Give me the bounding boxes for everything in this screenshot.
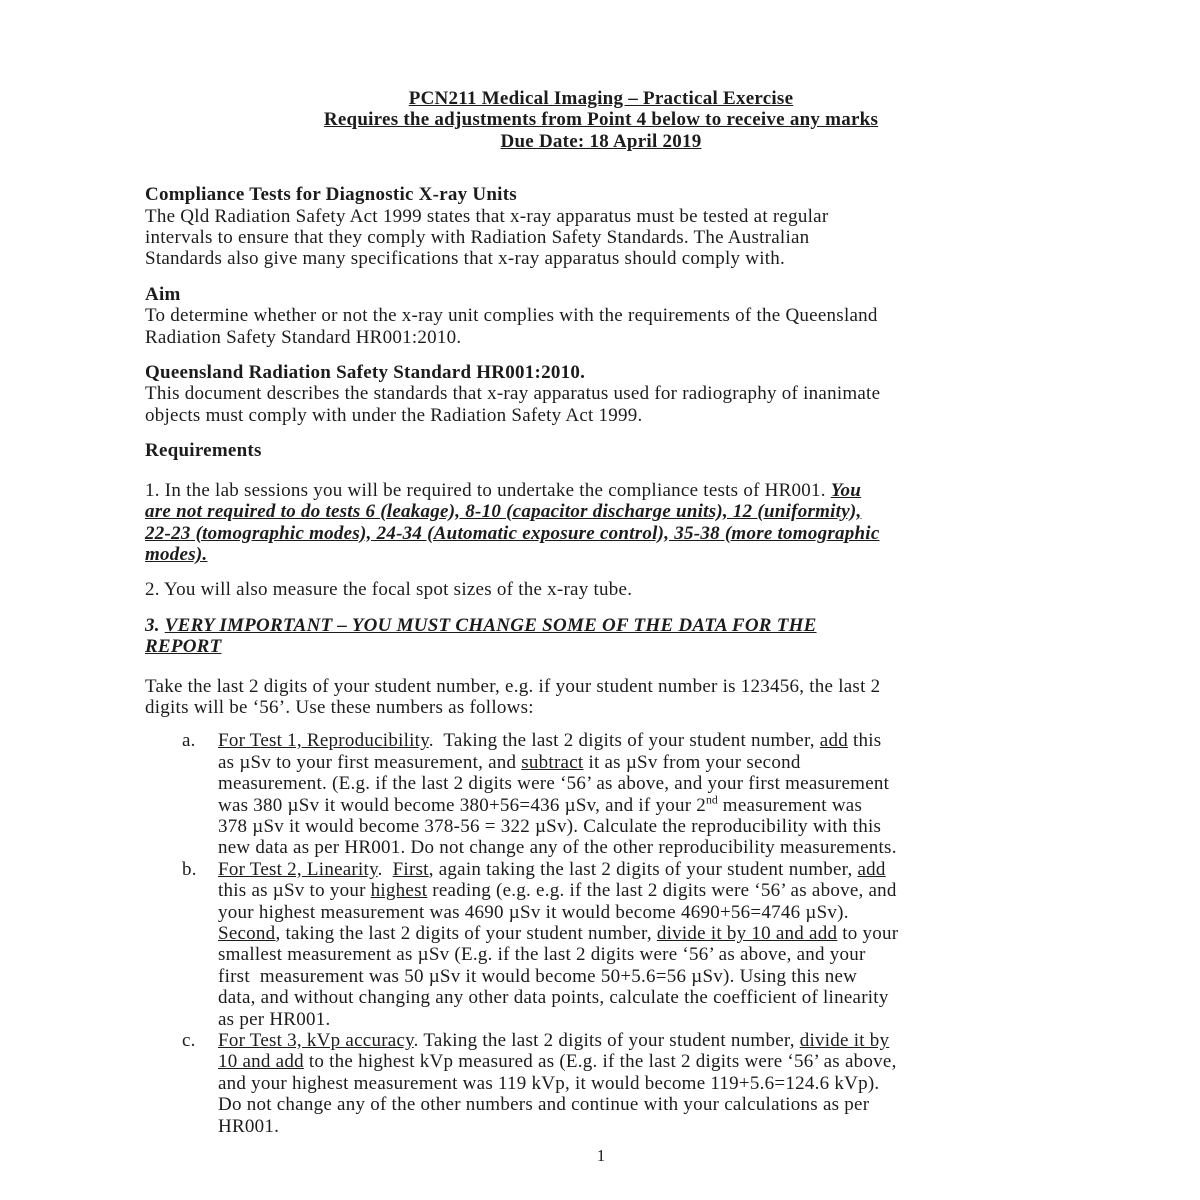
text-line — [218, 773, 1057, 794]
text-line — [218, 859, 1057, 880]
text-run: Take the last 2 digits of your student number, e.g. if your student number is 123456, the last 2 — [145, 675, 881, 697]
para-student-number — [145, 676, 1057, 719]
text-run: The Qld Radiation Safety Act 1999 states that x-ray apparatus must be tested at regular — [145, 205, 829, 227]
text-line — [145, 327, 1057, 348]
text-run: . Taking the last 2 digits of your student number, — [413, 1030, 800, 1052]
text-line — [145, 440, 1057, 461]
text-run: For Test 1, Reproducibility — [218, 730, 429, 752]
text-line — [218, 795, 1057, 816]
text-run: First — [392, 858, 429, 880]
text-run: subtract — [521, 751, 584, 773]
para-compliance-tests — [145, 206, 1057, 270]
text-line — [218, 902, 1057, 923]
heading-aim — [145, 284, 1057, 305]
text-run: Aim — [145, 283, 181, 305]
text-run: . — [377, 858, 393, 880]
text-run: For Test 2, Linearity — [218, 858, 378, 880]
text-run: To determine whether or not the x-ray unit complies with the requirements of the Queensland — [145, 305, 878, 327]
text-run: Standards also give many specifications that x-ray apparatus should comply with. — [145, 248, 785, 270]
text-run: measurement. (E.g. if the last 2 digits were ‘56’ as above, and your first measurement — [218, 773, 890, 795]
para-qld-standard — [145, 383, 1057, 426]
text-line — [145, 636, 1057, 657]
text-run: your highest measurement was 4690 µSv it would become 4690+56=4746 µSv). — [218, 901, 849, 923]
text-run: REPORT — [145, 636, 222, 658]
document-content — [145, 88, 1057, 1166]
text-run: , taking the last 2 digits of your student number, — [275, 923, 657, 944]
text-line — [145, 615, 1057, 636]
text-run: are not required to do tests 6 (leakage), 8-10 (capacitor discharge units), 12 (uniformity), — [145, 501, 862, 523]
text-line — [145, 184, 1057, 205]
text-run: this — [847, 730, 882, 752]
text-run: as µSv to your first measurement, and — [218, 751, 522, 773]
text-line — [218, 816, 1057, 837]
text-run: data, and without changing any other data points, calculate the coefficient of linearity — [218, 987, 889, 1009]
document-title — [145, 88, 1057, 152]
text-run: HR001. — [218, 1115, 280, 1137]
para-requirement-2 — [145, 579, 1057, 600]
text-run: Requires the adjustments from Point 4 below to receive any marks — [323, 109, 879, 131]
text-run: as per HR001. — [218, 1008, 331, 1030]
page-number: 1 — [596, 1146, 606, 1166]
text-run: this as µSv to your — [218, 880, 371, 902]
text-run: reading (e.g. e.g. if the last 2 digits were ‘56’ as above, and — [427, 880, 897, 902]
text-line — [218, 966, 1057, 987]
text-run: . Taking the last 2 digits of your student number, — [428, 730, 820, 752]
text-line — [145, 362, 1057, 383]
text-line — [145, 131, 1057, 152]
text-run: 10 and add — [218, 1051, 304, 1073]
text-run: 2. You will also measure the focal spot sizes of the x-ray tube. — [145, 579, 633, 601]
text-line — [145, 676, 1057, 697]
list-marker: c. — [182, 1030, 196, 1052]
text-line — [145, 579, 1057, 600]
text-run: to the highest kVp measured as (E.g. if the last 2 digits were ‘56’ as above, — [303, 1051, 897, 1073]
text-line — [145, 284, 1057, 305]
text-line — [218, 1116, 1057, 1137]
text-run: PCN211 Medical Imaging – Practical Exercise — [408, 88, 794, 109]
list-item-b — [145, 859, 1057, 1030]
text-run: This document describes the standards that x-ray apparatus used for radiography of inanimate — [145, 383, 881, 405]
text-run: divide it by — [799, 1030, 890, 1052]
text-line — [145, 305, 1057, 326]
text-run: measurement was — [717, 794, 863, 816]
text-run: smallest measurement as µSv (E.g. if the last 2 digits were ‘56’ as above, and your — [218, 944, 866, 966]
text-run: 1. In the lab sessions you will be required to undertake the compliance tests of HR001. — [145, 479, 831, 501]
text-run: VERY IMPORTANT – YOU MUST CHANGE SOME OF THE DATA FOR THE — [164, 614, 817, 636]
text-line — [218, 837, 1057, 858]
text-line — [145, 248, 1057, 269]
text-line — [145, 383, 1057, 404]
text-run: modes). — [145, 543, 208, 565]
text-run: 378 µSv it would become 378-56 = 322 µSv). Calculate the reproducibility with this — [218, 815, 882, 837]
text-line — [218, 1094, 1057, 1115]
text-run: Radiation Safety Standard HR001:2010. — [145, 326, 462, 348]
text-run: to your — [837, 923, 899, 944]
text-line — [218, 923, 1057, 944]
text-run: Due Date: 18 April 2019 — [500, 130, 702, 152]
text-line — [145, 227, 1057, 248]
text-run: was 380 µSv it would become 380+56=436 µSv, and if your 2 — [218, 794, 707, 816]
heading-requirements — [145, 440, 1057, 461]
text-line — [145, 501, 1057, 522]
text-line — [145, 523, 1057, 544]
text-run: add — [857, 858, 886, 880]
text-run: , again taking the last 2 digits of your student number, — [428, 858, 858, 880]
para-aim — [145, 305, 1057, 348]
heading-qld-standard — [145, 362, 1057, 383]
text-run: add — [819, 730, 848, 752]
list-item-a — [145, 730, 1057, 858]
text-run: it as µSv from your second — [583, 751, 801, 773]
text-line — [145, 480, 1057, 501]
text-run: objects must comply with under the Radiation Safety Act 1999. — [145, 404, 643, 426]
text-run: new data as per HR001. Do not change any of the other reproducibility measurements. — [218, 837, 897, 859]
text-run: nd — [706, 793, 718, 807]
text-run: and your highest measurement was 119 kVp, it would become 119+5.6=124.6 kVp). — [218, 1072, 880, 1094]
text-line — [218, 987, 1057, 1008]
para-requirement-3 — [145, 615, 1057, 658]
text-run: divide it by 10 and add — [656, 923, 838, 944]
text-run: first measurement was 50 µSv it would become 50+5.6=56 µSv). Using this new — [218, 965, 858, 987]
text-line — [218, 944, 1057, 965]
text-line — [218, 1073, 1057, 1094]
list-marker: b. — [182, 858, 197, 880]
text-run: Do not change any of the other numbers and continue with your calculations as per — [218, 1094, 870, 1116]
text-line — [218, 880, 1057, 901]
text-run: Requirements — [145, 440, 262, 462]
text-run: Compliance Tests for Diagnostic X-ray Units — [145, 184, 517, 206]
text-line — [145, 405, 1057, 426]
list-item-c — [145, 1030, 1057, 1137]
text-line — [218, 1009, 1057, 1030]
text-run: Second — [218, 923, 276, 944]
text-run: For Test 3, kVp accuracy — [218, 1030, 414, 1052]
text-run: Queensland Radiation Safety Standard HR001:2010. — [145, 362, 586, 384]
text-line — [218, 730, 1057, 751]
text-run: 3. — [145, 614, 165, 636]
text-line — [218, 752, 1057, 773]
text-line — [218, 1030, 1057, 1051]
text-line — [145, 206, 1057, 227]
para-requirement-1 — [145, 480, 1057, 566]
text-run: digits will be ‘56’. Use these numbers as follows: — [145, 696, 534, 718]
text-line — [145, 697, 1057, 718]
text-line — [145, 544, 1057, 565]
text-run: intervals to ensure that they comply with Radiation Safety Standards. The Australian — [145, 227, 810, 249]
heading-compliance-tests — [145, 184, 1057, 205]
text-line — [145, 88, 1057, 109]
text-run: 22-23 (tomographic modes), 24-34 (Automatic exposure control), 35-38 (more tomographic — [145, 522, 880, 544]
text-line — [145, 109, 1057, 130]
text-run: highest — [370, 880, 428, 902]
text-run: You — [830, 479, 862, 501]
text-line — [218, 1051, 1057, 1072]
list-marker: a. — [182, 730, 196, 752]
